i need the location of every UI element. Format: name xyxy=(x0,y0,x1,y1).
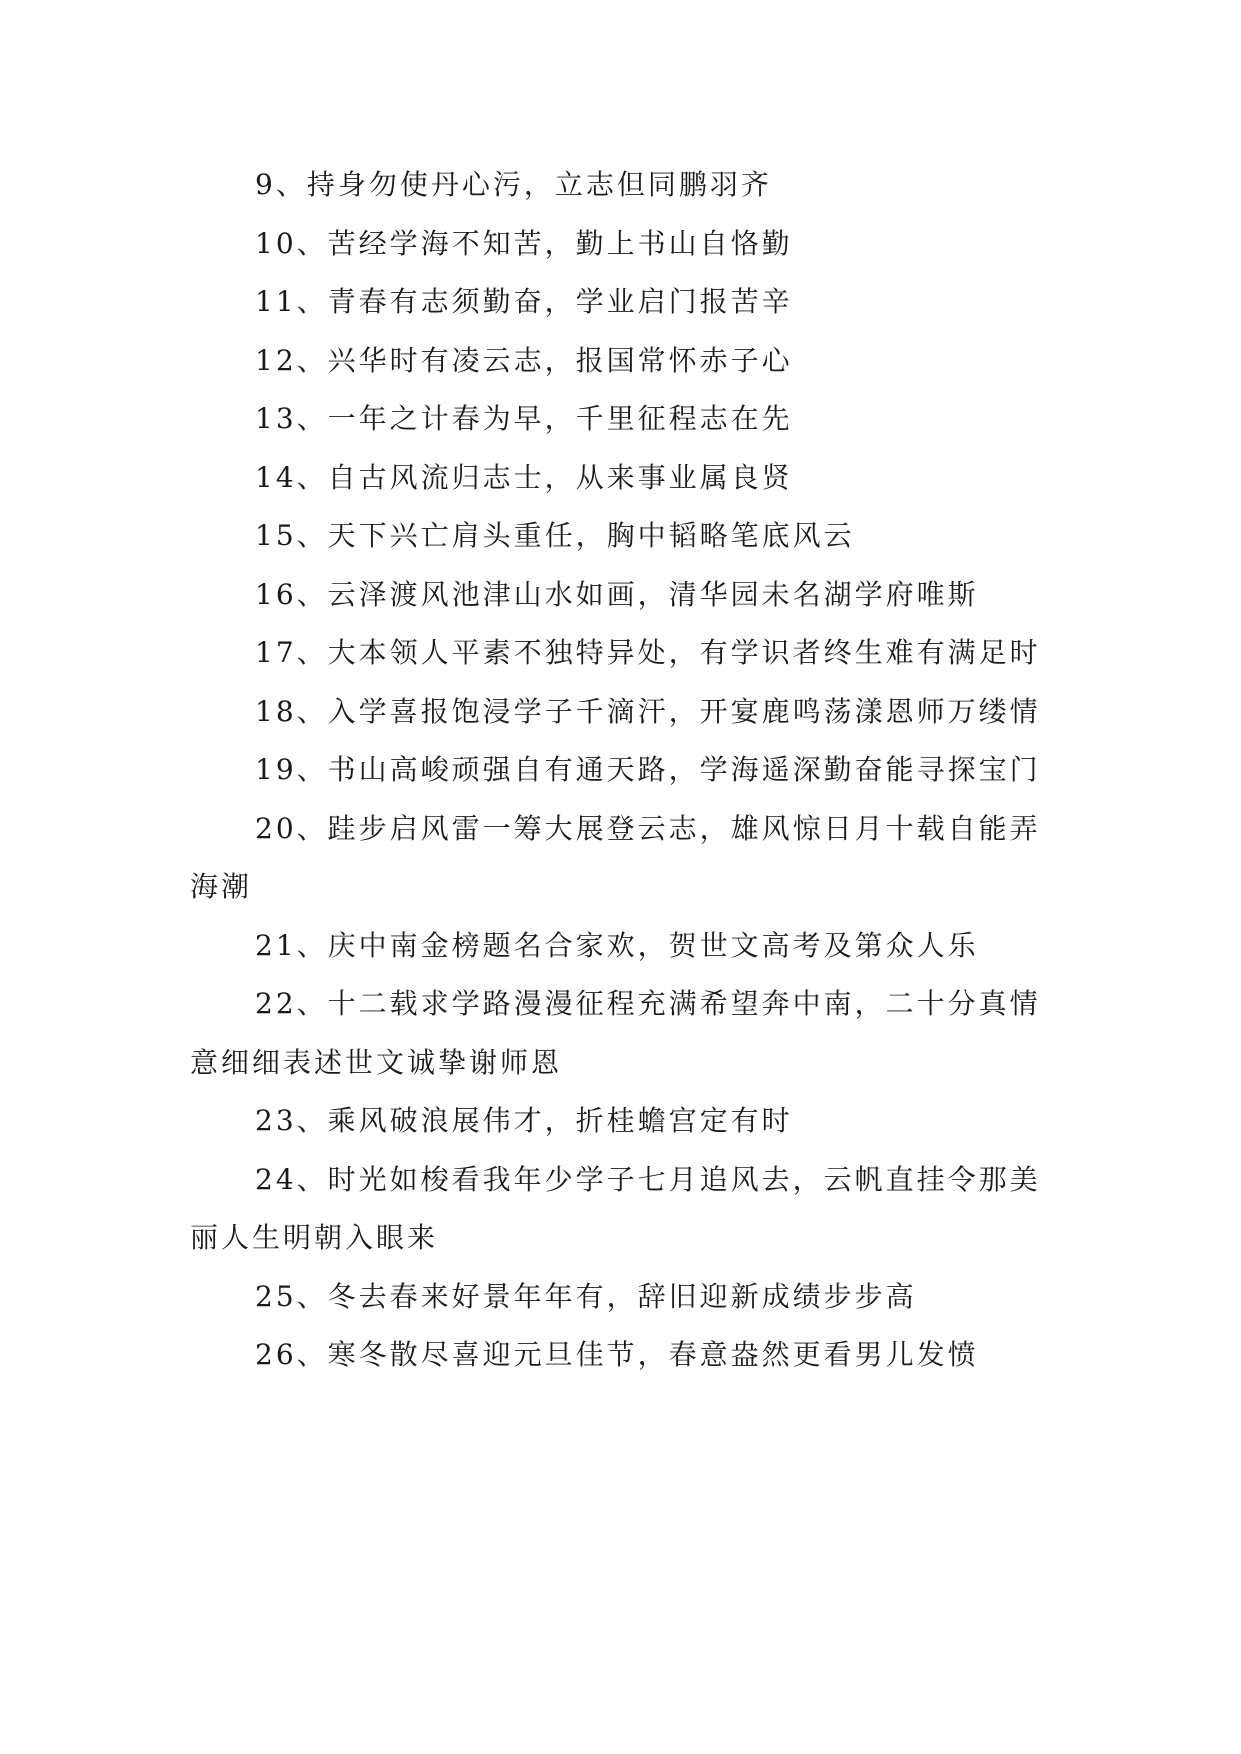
list-item: 26、寒冬散尽喜迎元旦佳节，春意盎然更看男儿发愤 xyxy=(255,1338,979,1371)
list-item: 21、庆中南金榜题名合家欢，贺世文高考及第众人乐 xyxy=(255,928,979,962)
list-item: 25、冬去春来好景年年有，辞旧迎新成绩步步高 xyxy=(255,1279,917,1313)
list-item: 18、入学喜报饱浸学子千滴汗，开宴鹿鸣荡漾恩师万缕情 xyxy=(255,694,1041,728)
list-item: 17、大本领人平素不独特异处，有学识者终生难有满足时 xyxy=(255,636,1041,669)
list-item: 10、苦经学海不知苦，勤上书山自恪勤 xyxy=(255,226,793,260)
list-item: 15、天下兴亡肩头重任，胸中韬略笔底风云 xyxy=(255,519,855,552)
list-item: 14、自古风流归志士，从来事业属良贤 xyxy=(255,460,793,494)
list-item: 19、书山高峻顽强自有通天路，学海遥深勤奋能寻探宝门 xyxy=(255,753,1041,786)
list-item: 11、青春有志须勤奋，学业启门报苦辛 xyxy=(255,285,793,318)
document-body xyxy=(190,156,1065,1385)
list-item: 22、十二载求学路漫漫征程充满希望奔中南，二十分真情意细细表述世文诚挚谢师恩 xyxy=(190,987,1041,1079)
list-item: 16、云泽渡风池津山水如画，清华园未名湖学府唯斯 xyxy=(255,577,979,611)
list-item: 20、跬步启风雷一筹大展登云志，雄风惊日月十载自能弄海潮 xyxy=(190,811,1041,903)
list-item: 9、持身勿使丹心污，立志但同鹏羽齐 xyxy=(255,168,772,201)
list-item: 12、兴华时有凌云志，报国常怀赤子心 xyxy=(255,343,793,377)
list-item: 23、乘风破浪展伟才，折桂蟾宫定有时 xyxy=(255,1104,793,1137)
list-item: 24、时光如梭看我年少学子七月追风去，云帆直挂令那美丽人生明朝入眼来 xyxy=(190,1162,1041,1254)
list-item: 13、一年之计春为早，千里征程志在先 xyxy=(255,402,793,435)
